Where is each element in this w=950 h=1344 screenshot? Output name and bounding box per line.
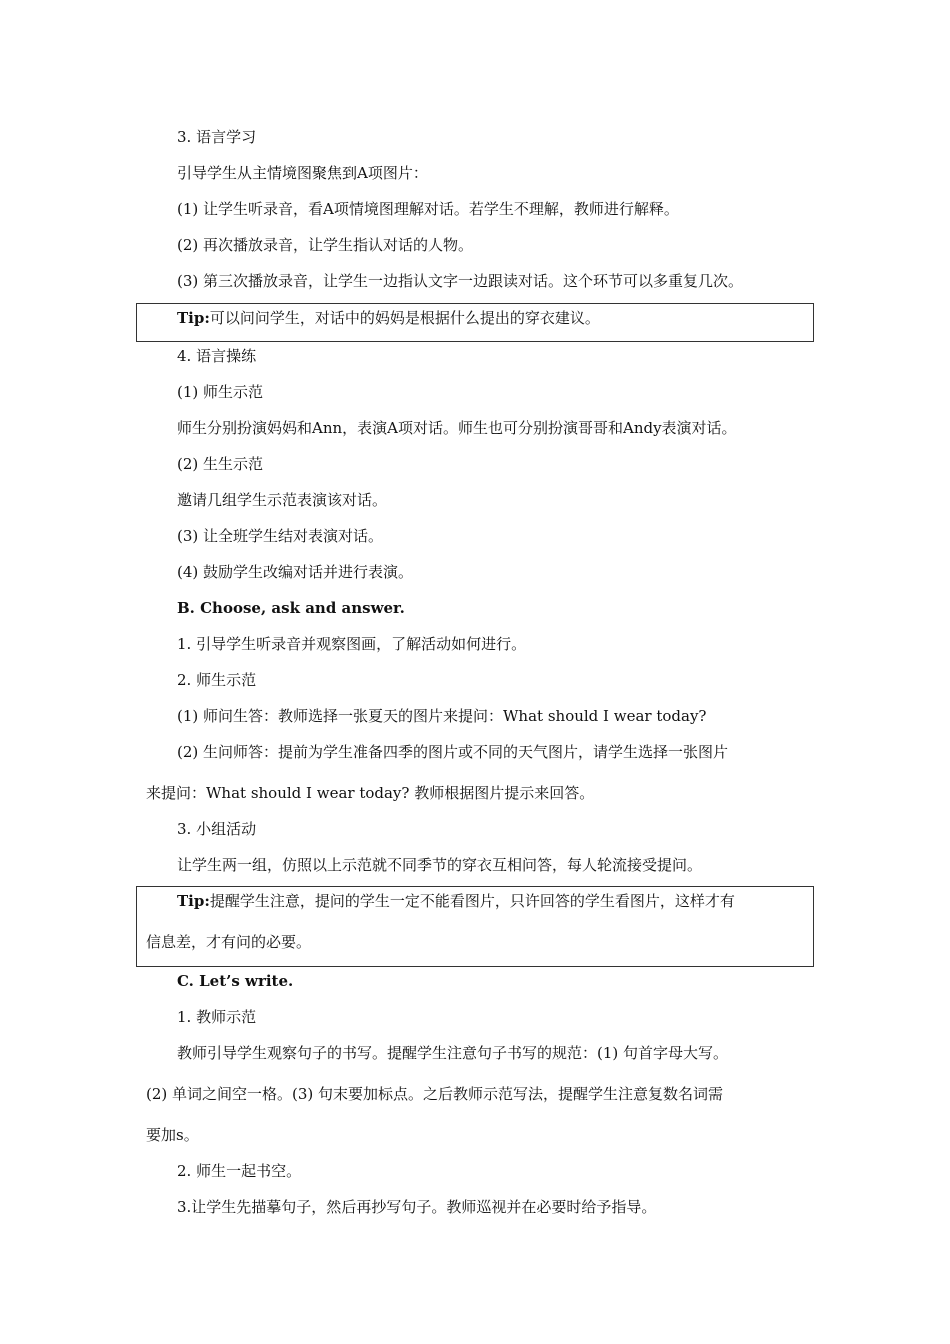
part-c-step-1-a: 教师引导学生观察句子的书写。提醒学生注意句子书写的规范：(1) 句首字母大写。: [177, 1044, 729, 1062]
section-4-sub-1: (1) 师生示范: [177, 383, 264, 401]
part-b-step-3: 3. 小组活动: [177, 820, 257, 838]
tip-1-label: Tip:: [177, 309, 210, 327]
section-3-item-3: (3) 第三次播放录音，让学生一边指认文字一边跟读对话。这个环节可以多重复几次。: [177, 272, 744, 290]
section-3-intro: 引导学生从主情境图聚焦到A项图片：: [177, 164, 428, 182]
section-3-item-2: (2) 再次播放录音，让学生指认对话的人物。: [177, 236, 474, 254]
tip-2-text-a: 提醒学生注意，提问的学生一定不能看图片，只许回答的学生看图片，这样才有: [209, 892, 735, 910]
part-c-step-1: 1. 教师示范: [177, 1008, 257, 1026]
tip-1: [177, 308, 600, 328]
part-c-step-1-b: (2) 单词之间空一格。(3) 句末要加标点。之后教师示范写法，提醒学生注意复数名词需: [146, 1085, 724, 1103]
section-4-sub-2-text: 邀请几组学生示范表演该对话。: [177, 491, 388, 509]
tip-2-label: Tip:: [177, 892, 210, 910]
part-c-title: C. Let’s write.: [177, 972, 294, 990]
part-b-step-2-1: (1) 师问生答：教师选择一张夏天的图片来提问：What should I wear today?: [177, 707, 707, 725]
section-4-sub-4: (4) 鼓励学生改编对话并进行表演。: [177, 563, 414, 581]
part-b-step-2-2a: (2) 生问师答：提前为学生准备四季的图片或不同的天气图片，请学生选择一张图片: [177, 743, 729, 761]
part-b-title: B. Choose, ask and answer.: [177, 599, 405, 617]
part-c-step-3: 3.让学生先描摹句子，然后再抄写句子。教师巡视并在必要时给予指导。: [177, 1198, 657, 1216]
section-3-title: 3. 语言学习: [177, 128, 257, 146]
section-4-sub-2: (2) 生生示范: [177, 455, 264, 473]
part-c-step-1-c: 要加s。: [146, 1126, 199, 1144]
part-b-step-3-text: 让学生两一组，仿照以上示范就不同季节的穿衣互相问答，每人轮流接受提问。: [177, 856, 703, 874]
tip-1-text: 可以问问学生，对话中的妈妈是根据什么提出的穿衣建议。: [209, 309, 600, 327]
section-4-title: 4. 语言操练: [177, 347, 257, 365]
section-3-item-1: (1) 让学生听录音，看A项情境图理解对话。若学生不理解，教师进行解释。: [177, 200, 679, 218]
section-4-sub-1-text: 师生分别扮演妈妈和Ann，表演A项对话。师生也可分别扮演哥哥和Andy表演对话。: [177, 419, 737, 437]
part-b-step-2-2b: 来提问：What should I wear today? 教师根据图片提示来回答。: [146, 784, 595, 802]
tip-2-line-1: [177, 891, 735, 911]
tip-2-line-2: 信息差，才有问的必要。: [146, 933, 312, 951]
part-b-step-2: 2. 师生示范: [177, 671, 257, 689]
section-4-sub-3: (3) 让全班学生结对表演对话。: [177, 527, 384, 545]
part-c-step-2: 2. 师生一起书空。: [177, 1162, 302, 1180]
part-b-step-1: 1. 引导学生听录音并观察图画，了解活动如何进行。: [177, 635, 527, 653]
